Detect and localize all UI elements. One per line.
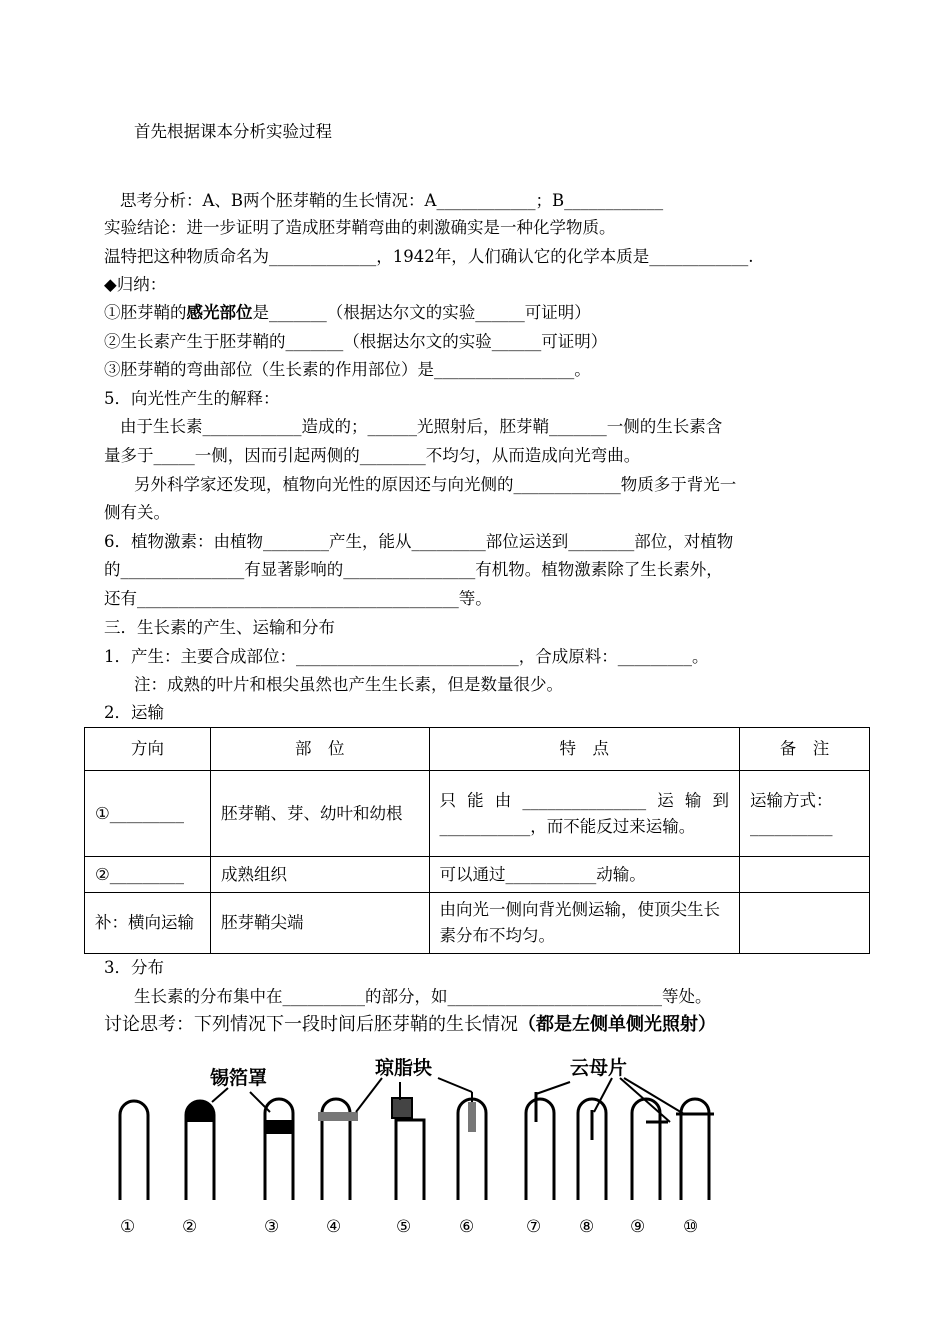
table-cell: 只能由_______________运输到___________，而不能反过来运输。 [429,771,740,857]
text-line: 1．产生：主要合成部位：___________________________，合成原料：_________。 [104,647,709,666]
label-mica-sheet: 云母片 [570,1057,628,1079]
figure-number: ① [120,1217,136,1237]
coleoptile-7 [526,1099,554,1200]
section-heading: 三．生长素的产生、运输和分布 [104,618,335,637]
figure-number: ⑤ [396,1217,412,1237]
text-line: 侧有关。 [104,503,170,522]
text-line: 另外科学家还发现，植物向光性的原因还与向光侧的_____________物质多于背光一 [134,475,737,494]
figure-number: ② [182,1217,198,1237]
figure-number: ⑨ [630,1217,646,1237]
text-line: ③胚芽鞘的弯曲部位（生长素的作用部位）是_________________。 [104,360,591,379]
text-span: 讨论思考：下列情况下一段时间后胚芽鞘的生长情况 [104,1014,518,1035]
label-tin-foil-cap: 锡箔罩 [210,1067,268,1089]
table-cell: 成熟组织 [210,857,429,893]
transport-table [84,727,870,954]
pointer-line [536,1082,570,1094]
table-row [85,893,870,954]
text-line: ②生长素产生于胚芽鞘的_______（根据达尔文的实验______可证明） [104,332,608,351]
label-agar-block: 琼脂块 [375,1057,433,1079]
coleoptile-5 [396,1120,424,1200]
pointer-line [438,1078,472,1092]
table-cell [740,893,870,954]
figure-number: ⑧ [579,1217,595,1237]
text-line [104,301,591,325]
coleoptile-1 [120,1101,148,1200]
table-cell: ①_________ [85,771,211,857]
table-cell: 胚芽鞘、芽、幼叶和幼根 [210,771,429,857]
table-cell: 胚芽鞘尖端 [210,893,429,954]
table-cell: ②_________ [85,857,211,893]
figure-number: ④ [326,1217,342,1237]
figure-number: ⑥ [459,1217,475,1237]
text-line: 生长素的分布集中在__________的部分，如__________________________等处。 [134,987,712,1006]
pointer-line [250,1092,270,1112]
text-line: 2．运输 [104,703,164,722]
text-line: 温特把这种物质命名为_____________，1942年，人们确认它的化学本质是____________. [104,247,754,266]
text-line: 的_______________有显著影响的________________有机物。植物激素除了生长素外， [104,560,723,579]
pointer-line [212,1088,228,1102]
table-cell: 补：横向运输 [85,893,211,954]
coleoptile-figure [100,1050,740,1250]
text-line: 首先根据课本分析实验过程 [134,122,332,141]
text-line: 由于生长素____________造成的；______光照射后，胚芽鞘_______一侧的生长素含 [120,417,723,436]
bold-note: （都是左侧单侧光照射） [518,1014,716,1035]
text-line: 思考分析：A、B两个胚芽鞘的生长情况：A____________；B____________ [120,191,664,210]
table-row [85,857,870,893]
table-header-cell: 备 注 [740,728,870,771]
figure-number: ⑩ [683,1217,699,1237]
table-row [85,771,870,857]
table-cell: 运输方式：__________ [740,771,870,857]
text-line: 量多于_____一侧，因而引起两侧的________不均匀，从而造成向光弯曲。 [104,446,641,465]
pointer-line [356,1078,382,1112]
coleoptile-3 [265,1099,293,1200]
tin-foil-band [264,1120,294,1134]
agar-block [392,1098,412,1118]
agar-block [318,1112,358,1121]
text-line: 还有_______________________________________等。 [104,589,492,608]
table-cell [740,857,870,893]
text-span: 是_______（根据达尔文的实验______可证明） [252,303,591,322]
table-header-cell: 部 位 [210,728,429,771]
text-line: 注：成熟的叶片和根尖虽然也产生生长素，但是数量很少。 [134,675,563,694]
text-line [104,1013,716,1037]
figure-number: ③ [264,1217,280,1237]
table-cell: 可以通过___________动输。 [429,857,740,893]
agar-block [468,1102,476,1132]
text-line: 3．分布 [104,958,164,977]
text-span: ①胚芽鞘的 [104,303,187,322]
text-line: 5．向光性产生的解释： [104,389,280,408]
coleoptile-9 [632,1099,660,1200]
table-cell: 由向光一侧向背光侧运输，使顶尖生长素分布不均匀。 [429,893,740,954]
figure-number: ⑦ [526,1217,542,1237]
text-line: 6．植物激素：由植物________产生，能从_________部位运送到________部位，对植物 [104,532,734,551]
text-line: ◆归纳： [104,275,167,294]
text-line: 实验结论：进一步证明了造成胚芽鞘弯曲的刺激确实是一种化学物质。 [104,218,616,237]
table-header-cell: 特 点 [429,728,740,771]
table-header-cell: 方向 [85,728,211,771]
table-header-row [85,728,870,771]
bold-term: 感光部位 [186,303,253,322]
